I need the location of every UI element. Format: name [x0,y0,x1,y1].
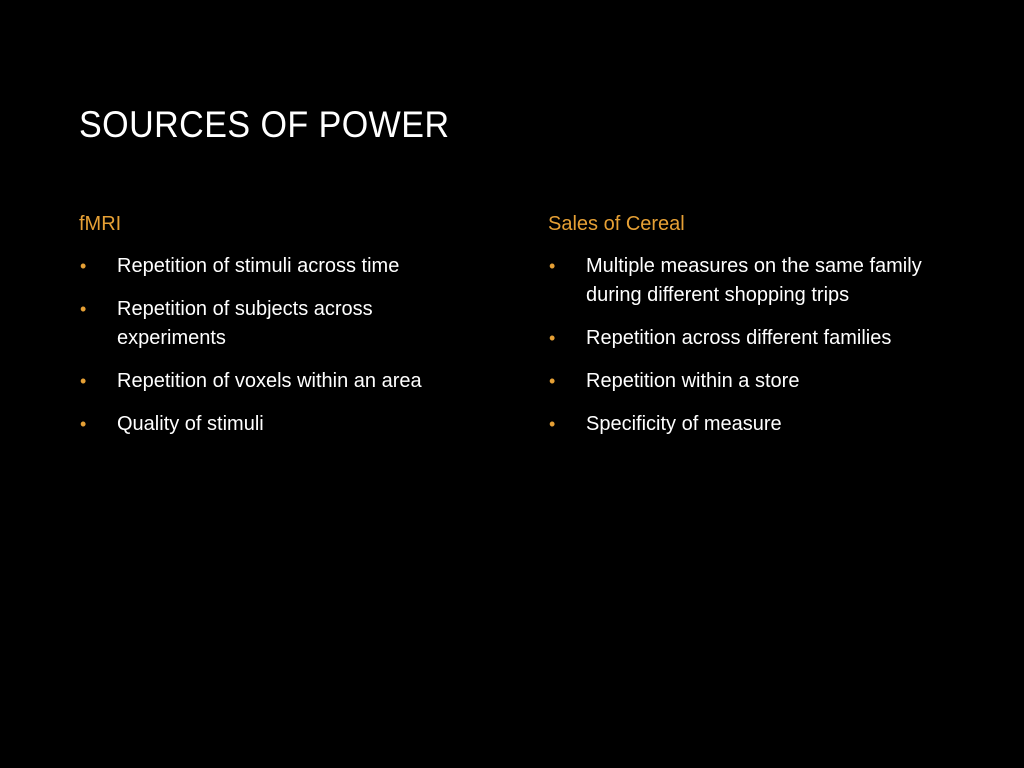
bullet-text: Repetition of stimuli across time [117,255,400,277]
bullet-text: Repetition within a store [586,370,800,392]
bullet-text: Repetition of voxels within an area [117,370,422,392]
left-column [79,210,489,453]
list-item [79,295,489,353]
left-bullet-list [79,252,489,439]
slide-title: SOURCES OF POWER [79,104,450,145]
list-item [548,324,958,353]
bullet-icon: • [549,256,556,276]
bullet-text: Repetition across different families [586,327,892,349]
bullet-icon: • [80,299,87,319]
bullet-icon: • [549,328,556,348]
right-bullet-list [548,252,958,439]
bullet-icon: • [80,414,87,434]
right-column [548,210,958,453]
list-item [79,367,489,396]
bullet-text: Multiple measures on the same family during different shopping trips [586,255,922,306]
bullet-icon: • [549,414,556,434]
list-item [548,252,958,310]
left-column-heading: fMRI [79,213,122,235]
bullet-text: Repetition of subjects across experiments [117,298,373,349]
list-item [79,252,489,281]
list-item [548,367,958,396]
right-column-heading: Sales of Cereal [548,213,685,235]
bullet-icon: • [80,371,87,391]
bullet-icon: • [80,256,87,276]
bullet-text: Specificity of measure [586,413,782,435]
list-item [79,410,489,439]
list-item [548,410,958,439]
bullet-icon: • [549,371,556,391]
bullet-text: Quality of stimuli [117,413,264,435]
